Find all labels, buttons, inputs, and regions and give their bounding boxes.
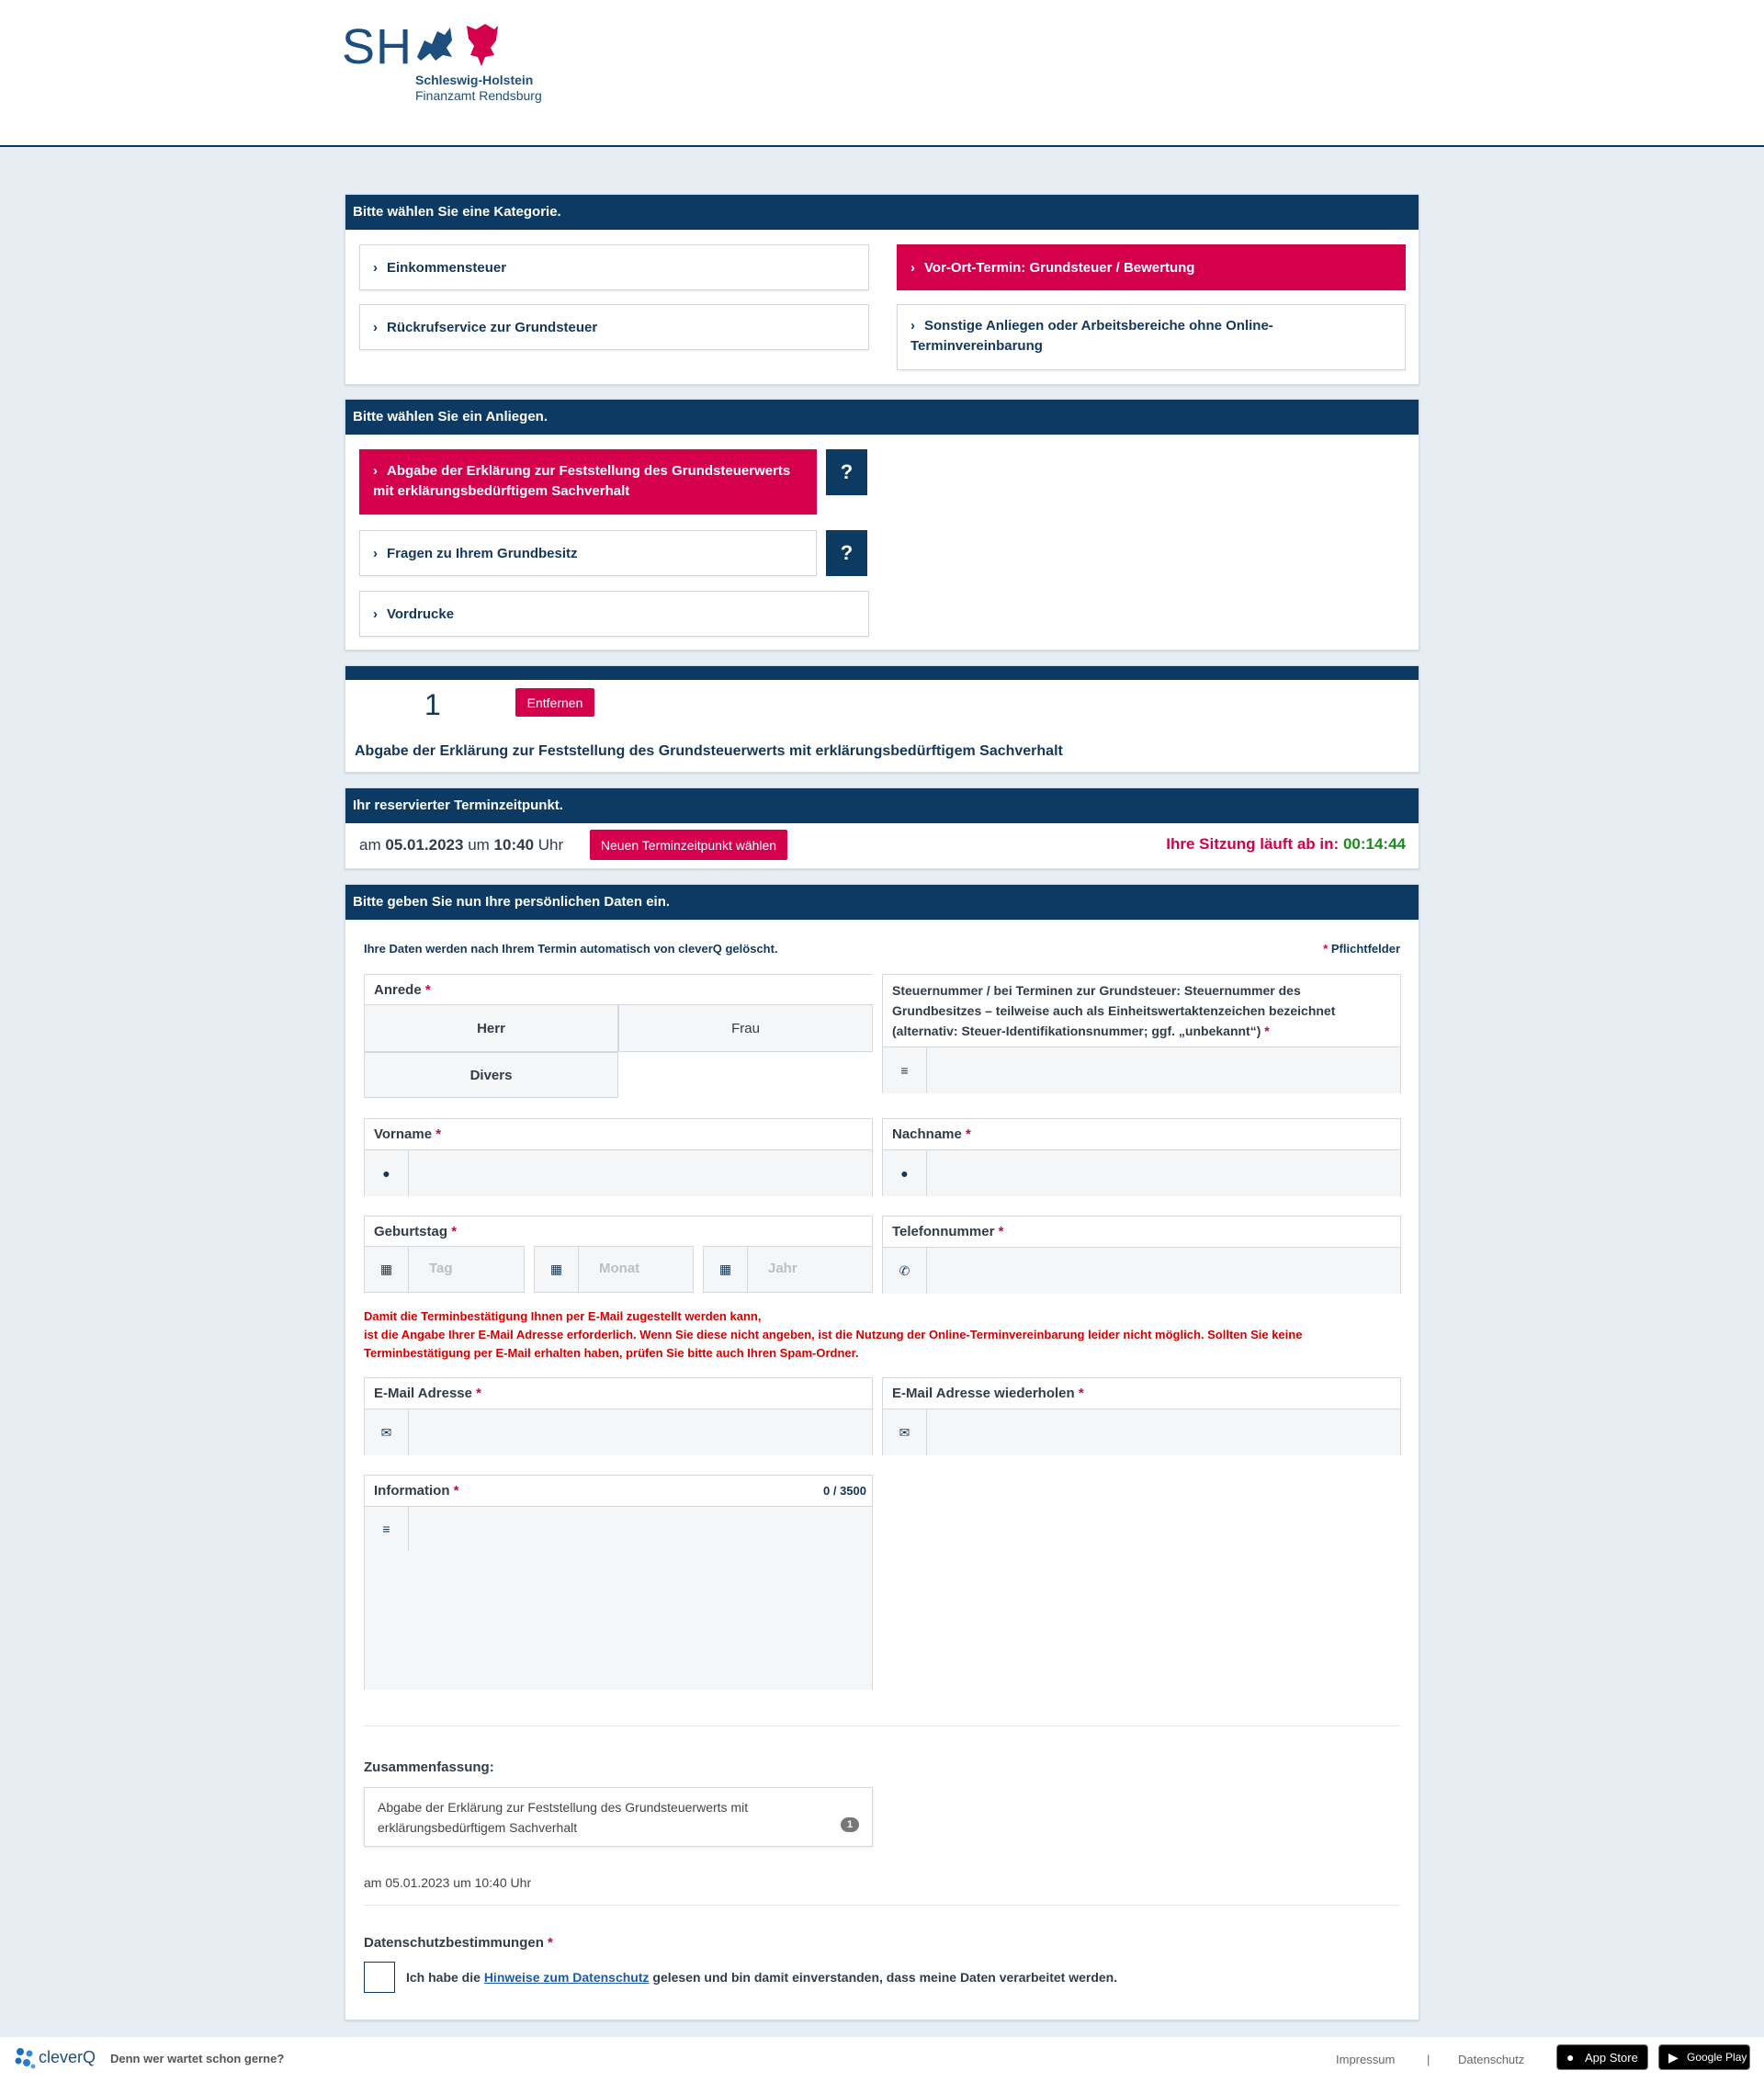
- summary-when: am 05.01.2023 um 10:40 Uhr: [364, 1875, 532, 1890]
- information-counter: 0 / 3500: [823, 1484, 866, 1498]
- email-field: E-Mail Adresse * ✉: [364, 1377, 873, 1455]
- information-field: Information * 0 / 3500 ≡: [364, 1475, 873, 1690]
- email-input[interactable]: [365, 1409, 872, 1455]
- email-repeat-field: E-Mail Adresse wiederholen * ✉: [882, 1377, 1401, 1455]
- category-option-sonstige[interactable]: › Sonstige Anliegen oder Arbeitsbereiche ohne Online-Terminvereinbarung: [897, 304, 1406, 370]
- privacy-link[interactable]: Hinweise zum Datenschutz: [483, 1970, 650, 1985]
- remove-button[interactable]: Entfernen: [515, 688, 594, 717]
- birthday-month-input[interactable]: ▦ Monat: [534, 1246, 694, 1293]
- appointment-panel: [345, 787, 1419, 869]
- new-appointment-button[interactable]: Neuen Terminzeitpunkt wählen: [590, 830, 787, 860]
- selection-header-bar: [345, 666, 1419, 680]
- category-option-einkommensteuer[interactable]: › Einkommensteuer: [359, 244, 869, 290]
- summary-count-badge: 1: [841, 1817, 859, 1832]
- play-icon: ▶: [1668, 2050, 1679, 2065]
- last-name-input[interactable]: [883, 1149, 1400, 1196]
- footer-tagline: Denn wer wartet schon gerne?: [110, 2052, 285, 2065]
- deletion-note: Ihre Daten werden nach Ihrem Termin automatisch von cleverQ gelöscht.: [364, 942, 778, 956]
- phone-input[interactable]: [883, 1247, 1400, 1294]
- required-note: * Pflichtfelder: [1323, 942, 1400, 956]
- information-textarea[interactable]: [365, 1506, 872, 1690]
- logo-state: Schleswig-Holstein: [415, 73, 534, 87]
- google-play-badge[interactable]: ▶ Google Play: [1658, 2044, 1750, 2070]
- tax-number-field: Steuernummer / bei Terminen zur Grundsteuer: Steuernummer des Grundbesitzes – teilweise auch als Einheitswertaktenzeichen bezeichnet (alternativ: Steuer-Identifikationsnummer; ggf. „unbekannt“) * ≡: [882, 974, 1401, 1093]
- birthday-day-input[interactable]: ▦ Tag: [364, 1246, 525, 1293]
- category-option-rueckrufservice[interactable]: › Rückrufservice zur Grundsteuer: [359, 304, 869, 350]
- chevron-right-icon: ›: [373, 545, 378, 561]
- privacy-checkbox[interactable]: [364, 1962, 395, 1993]
- first-name-input[interactable]: [365, 1149, 872, 1196]
- chevron-right-icon: ›: [373, 319, 378, 335]
- first-name-field: Vorname * ●: [364, 1118, 873, 1196]
- user-icon: ●: [883, 1150, 927, 1196]
- category-title: Bitte wählen Sie eine Kategorie.: [345, 195, 1419, 230]
- birthday-field: Geburtstag *: [364, 1216, 873, 1247]
- category-panel: [345, 194, 1419, 385]
- envelope-icon: ✉: [365, 1409, 409, 1455]
- salutation-option-frau[interactable]: Frau: [618, 1004, 873, 1052]
- concern-option-abgabe[interactable]: › Abgabe der Erklärung zur Feststellung des Grundsteuerwerts mit erklärungsbedürftigem Sachverhalt: [359, 449, 817, 515]
- salutation-option-herr[interactable]: Herr: [364, 1004, 618, 1052]
- salutation-field: Anrede *: [364, 974, 873, 1098]
- footer-impressum-link[interactable]: Impressum: [1336, 2053, 1396, 2066]
- phone-field: Telefonnummer * ✆: [882, 1216, 1401, 1294]
- logo-abbr: SH: [342, 19, 413, 74]
- calendar-icon: ▦: [365, 1247, 409, 1292]
- appointment-time: 10:40: [493, 836, 535, 854]
- footer-datenschutz-link[interactable]: Datenschutz: [1458, 2053, 1525, 2066]
- envelope-icon: ✉: [883, 1409, 927, 1455]
- summary-item: Abgabe der Erklärung zur Feststellung des Grundsteuerwerts mit erklärungsbedürftigem Sachverhalt 1: [364, 1787, 873, 1847]
- selection-concern-text: Abgabe der Erklärung zur Feststellung des Grundsteuerwerts mit erklärungsbedürftigem Sachverhalt: [355, 743, 1063, 759]
- footer-brand[interactable]: cleverQ: [39, 2048, 96, 2066]
- user-icon: ●: [365, 1150, 409, 1196]
- personal-data-panel: [345, 884, 1419, 2020]
- chevron-right-icon: ›: [373, 259, 378, 276]
- concern-option-grundbesitz[interactable]: › Fragen zu Ihrem Grundbesitz: [359, 530, 817, 576]
- salutation-option-divers[interactable]: Divers: [364, 1052, 618, 1098]
- chevron-right-icon: ›: [373, 605, 378, 622]
- session-time: 00:14:44: [1342, 835, 1406, 853]
- privacy-title: Datenschutzbestimmungen *: [364, 1935, 553, 1951]
- help-button-grundbesitz[interactable]: ?: [826, 530, 867, 576]
- selection-panel: [345, 665, 1419, 773]
- email-notice: Damit die Terminbestätigung Ihnen per E-Mail zugestellt werden kann, ist die Angabe Ihrer E-Mail Adresse erforderlich. Wenn Sie diese nicht angeben, ist die Nutzung der Online-Terminvereinbarung leider nicht möglich. Sollten Sie keine Terminbestätigung per E-Mail erhalten haben, prüfen Sie bitte auch Ihren Spam-Ordner.: [364, 1309, 1303, 1360]
- help-button-abgabe[interactable]: ?: [826, 449, 867, 495]
- category-option-vor-ort-termin[interactable]: › Vor-Ort-Termin: Grundsteuer / Bewertung: [897, 244, 1406, 290]
- text-lines-icon: ≡: [883, 1047, 927, 1093]
- concern-panel: [345, 399, 1419, 651]
- logo-office: Finanzamt Rendsburg: [415, 88, 542, 103]
- last-name-field: Nachname * ●: [882, 1118, 1401, 1196]
- appointment-title: Ihr reservierter Terminzeitpunkt.: [345, 788, 1419, 823]
- app-store-badge[interactable]: ● App Store: [1556, 2044, 1648, 2070]
- calendar-icon: ▦: [704, 1247, 748, 1292]
- chevron-right-icon: ›: [910, 259, 915, 276]
- logo[interactable]: [342, 17, 544, 108]
- session-timer: Ihre Sitzung läuft ab in: 00:14:44: [1166, 835, 1406, 853]
- chevron-right-icon: ›: [373, 463, 378, 479]
- email-repeat-input[interactable]: [883, 1409, 1400, 1455]
- privacy-consent-text: Ich habe die Hinweise zum Datenschutz gelesen und bin damit einverstanden, dass meine Daten verarbeitet werden.: [406, 1970, 1118, 1985]
- concern-title: Bitte wählen Sie ein Anliegen.: [345, 400, 1419, 435]
- coat-of-arms-icon: [413, 20, 505, 68]
- footer-separator: |: [1427, 2053, 1430, 2066]
- birthday-year-input[interactable]: ▦ Jahr: [703, 1246, 873, 1293]
- apple-icon: ●: [1566, 2050, 1575, 2065]
- phone-icon: ✆: [883, 1248, 927, 1294]
- page-footer: [0, 2037, 1764, 2082]
- appointment-datetime: am 05.01.2023 um 10:40 Uhr: [359, 836, 564, 854]
- cleverq-logo-icon: [13, 2046, 37, 2070]
- page-header: [0, 0, 1764, 147]
- summary-title: Zusammenfassung:: [364, 1760, 494, 1775]
- selection-count: 1: [424, 688, 441, 721]
- appointment-date: 05.01.2023: [385, 836, 464, 854]
- text-lines-icon: ≡: [365, 1507, 409, 1551]
- chevron-right-icon: ›: [910, 318, 915, 334]
- divider: [364, 1905, 1400, 1906]
- calendar-icon: ▦: [535, 1247, 579, 1292]
- concern-option-vordrucke[interactable]: › Vordrucke: [359, 591, 869, 637]
- personal-title: Bitte geben Sie nun Ihre persönlichen Daten ein.: [345, 885, 1419, 920]
- tax-number-input[interactable]: [883, 1047, 1400, 1093]
